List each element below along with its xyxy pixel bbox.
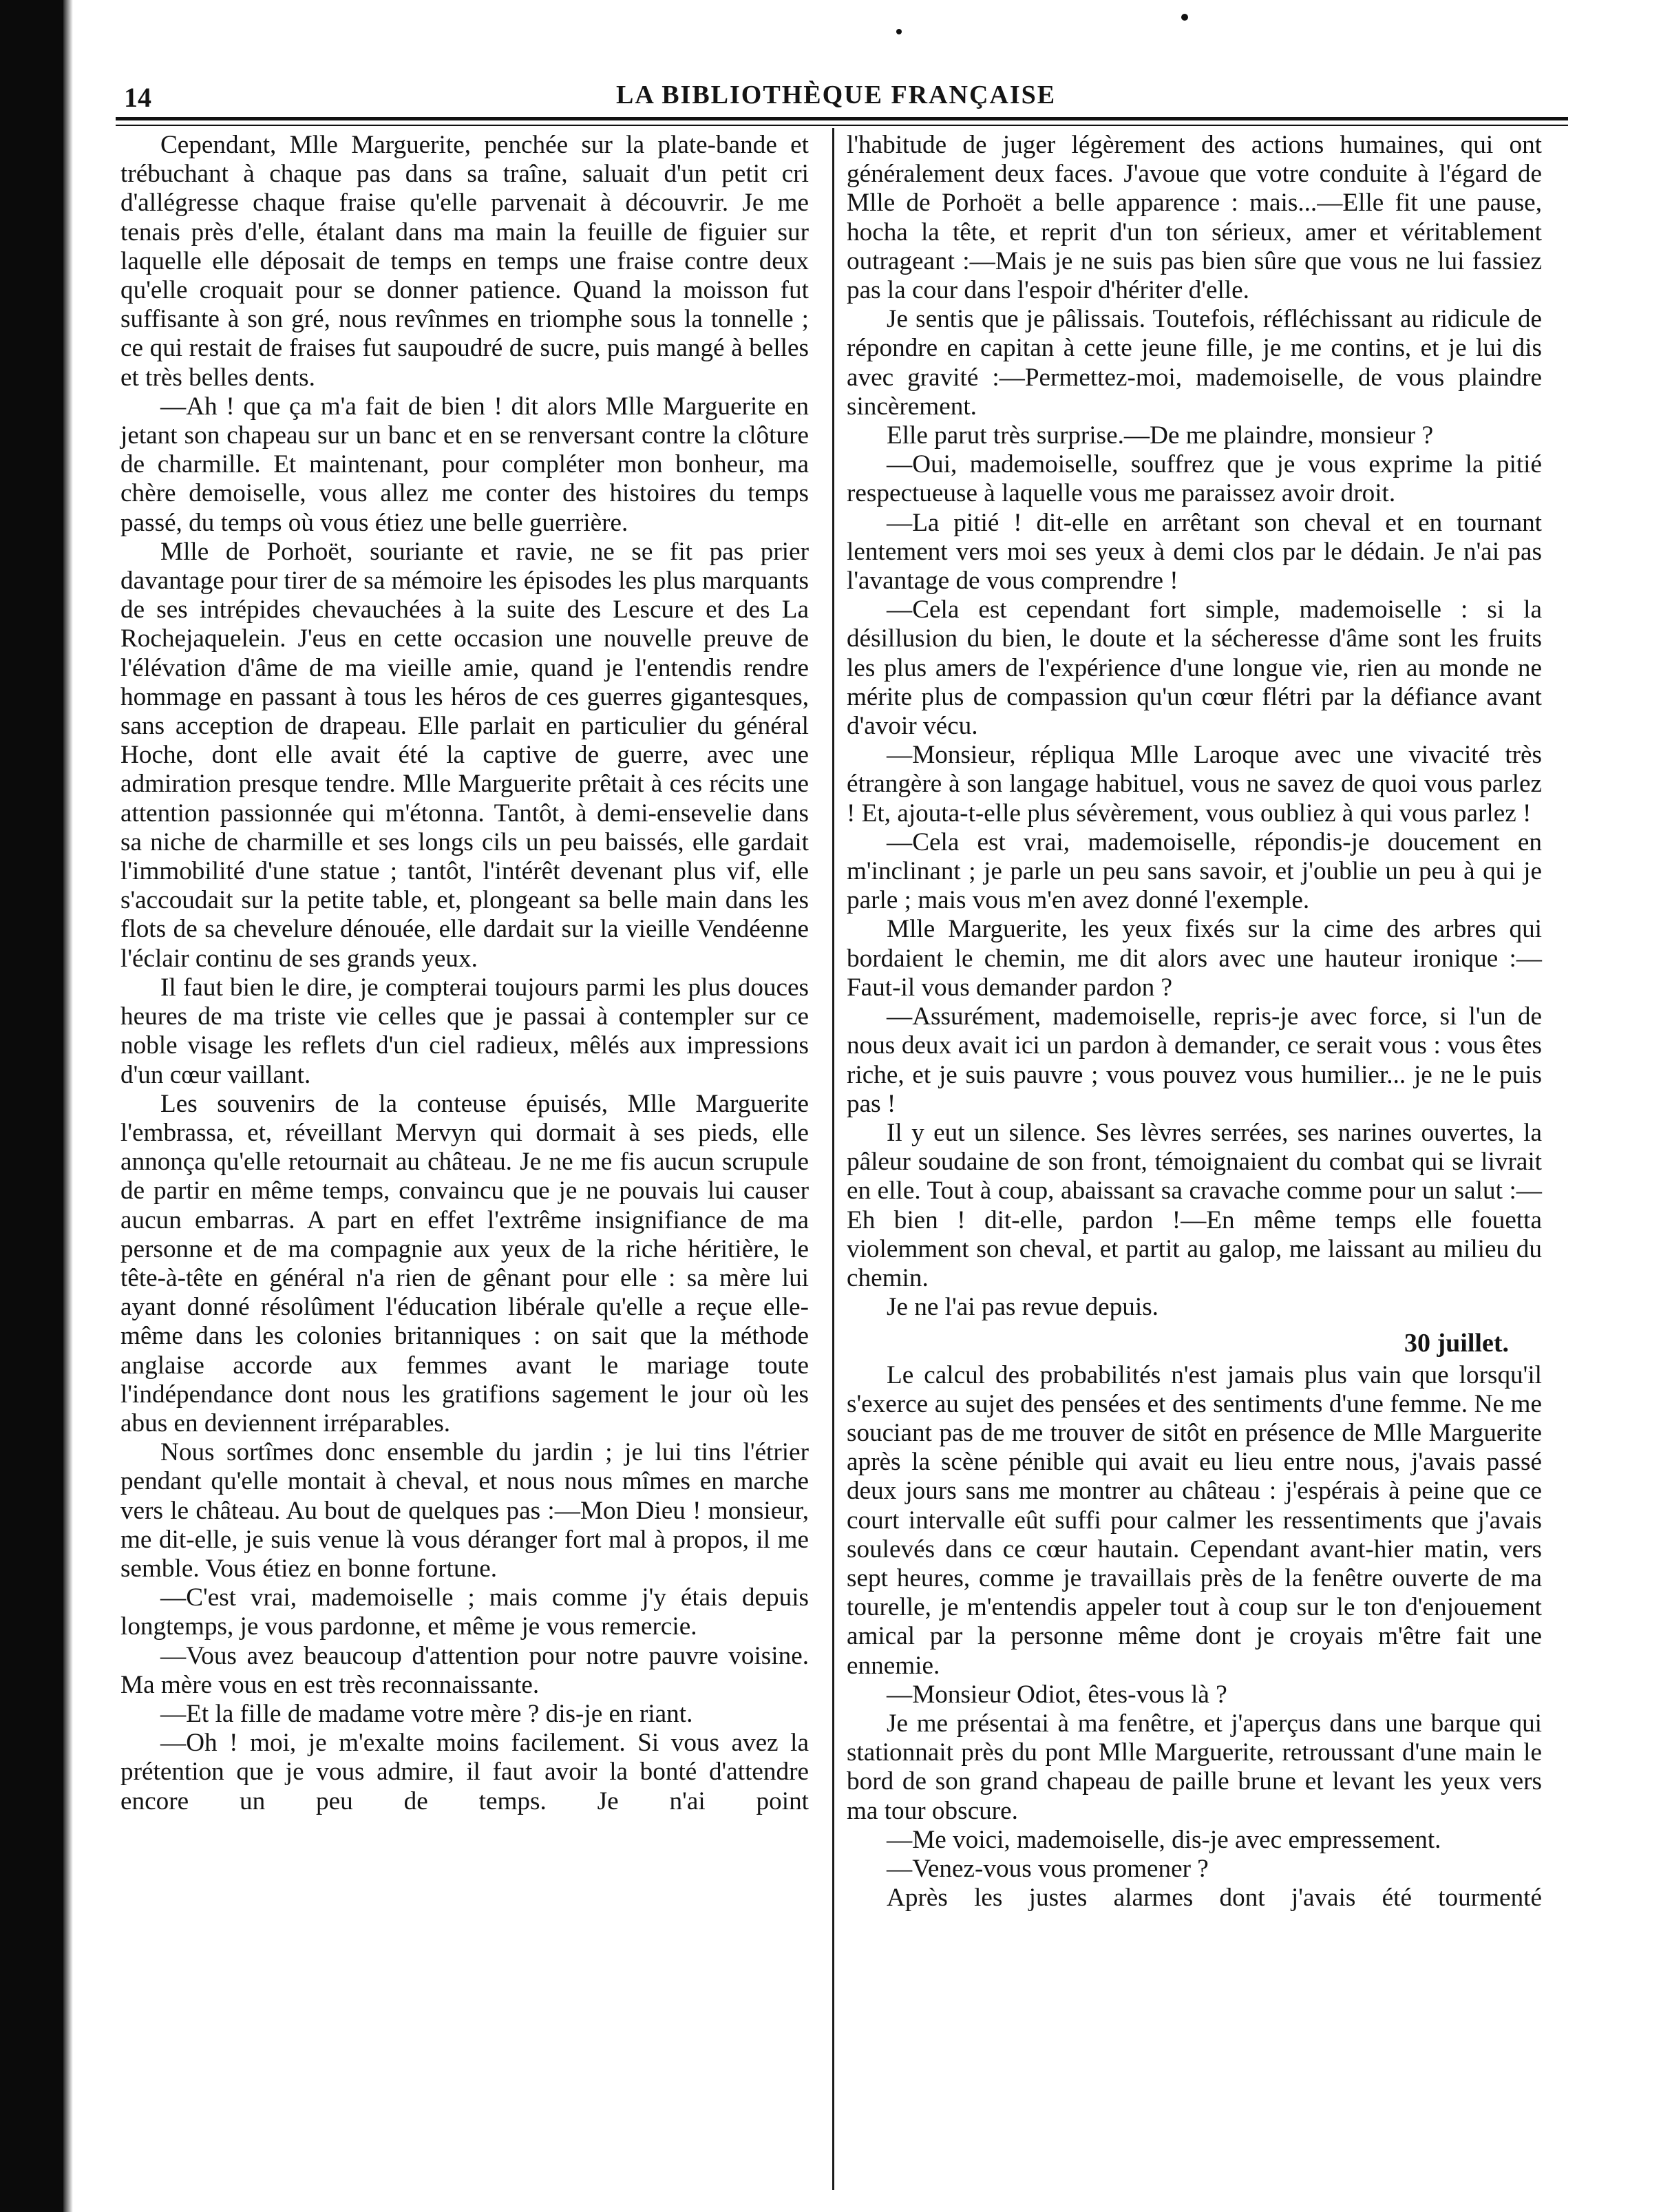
paragraph: —Et la fille de madame votre mère ? dis-je en riant. xyxy=(160,1699,693,1728)
header-rule-thick xyxy=(116,117,1568,120)
paragraph: Le calcul des probabilités n'est jamais plus vain que lorsqu'il s'exerce au sujet des pensées et des sentiments d'une femme. Ne me souciant pas de me trouver de sitôt en présence de Mlle Marguerite après la scène pénible qui avait eu lieu entre nous, j'avais passé deux jours sans me montrer au château : j'espérais à peine que ce court intervalle eût suffi pour calmer les ressentiments que j'avais soulevés dans ce cœur hautain. Cependant avant-hier matin, vers sept heures, comme je travaillais près de la fenêtre ouverte de ma tourelle, je m'entendis appeler tout à coup sur le ton d'enjouement amical par la personne même dont je croyais m'être fait une ennemie. xyxy=(847,1360,1542,1680)
paragraph: —Vous avez beaucoup d'attention pour notre pauvre voisine. Ma mère vous en est très reconnaissante. xyxy=(120,1641,809,1699)
print-speck xyxy=(1181,14,1188,21)
running-title: LA BIBLIOTHÈQUE FRANÇAISE xyxy=(616,81,1057,109)
paragraph: —Ah ! que ça m'a fait de bien ! dit alors Mlle Marguerite en jetant son chapeau sur un banc et en se renversant contre la clôture de charmille. Et maintenant, pour compléter mon bonheur, ma chère demoiselle, vous allez me conter des histoires du temps passé, du temps où vous étiez une belle guerrière. xyxy=(120,392,809,537)
dateline: 30 juillet. xyxy=(1404,1329,1509,1358)
paragraph: Je ne l'ai pas revue depuis. xyxy=(887,1293,1159,1322)
paragraph: —Assurément, mademoiselle, repris-je avec force, si l'un de nous deux avait ici un pardon à demander, ce serait vous : vous êtes riche, et je suis pauvre ; vous pouvez vous humilier... je ne le puis pas ! xyxy=(847,1002,1542,1118)
paragraph: Nous sortîmes donc ensemble du jardin ; je lui tins l'étrier pendant qu'elle montait à cheval, et nous nous mîmes en marche vers le château. Au bout de quelques pas :—Mon Dieu ! monsieur, me dit-elle, je suis venue là vous déranger fort mal à propos, il me semble. Vous étiez en bonne fortune. xyxy=(120,1438,809,1583)
paragraph: Il faut bien le dire, je compterai toujours parmi les plus douces heures de ma triste vie celles que je passai à contempler sur ce noble visage les reflets d'un ciel radieux, mêlés aux impressions d'un cœur vaillant. xyxy=(120,973,809,1089)
paragraph: Elle parut très surprise.—De me plaindre, monsieur ? xyxy=(887,421,1434,450)
paragraph: —Me voici, mademoiselle, dis-je avec empressement. xyxy=(887,1825,1441,1854)
paragraph: —Venez-vous vous promener ? xyxy=(887,1854,1209,1883)
paragraph: —Monsieur, répliqua Mlle Laroque avec une vivacité très étrangère à son langage habituel, vous ne savez de quoi vous parlez ! Et, ajouta-t-elle plus sévèrement, vous oubliez à qui vous parlez ! xyxy=(847,741,1542,828)
paragraph: Je sentis que je pâlissais. Toutefois, réfléchissant au ridicule de répondre en capitan à cette jeune fille, je me contins, et je lui dis avec gravité :—Permettez-moi, mademoiselle, de vous plaindre sincèrement. xyxy=(847,305,1542,421)
paragraph: Cependant, Mlle Marguerite, penchée sur la plate-bande et trébuchant à chaque pas dans sa traîne, saluait d'un petit cri d'allégresse chaque fraise qu'elle parvenait à découvrir. Je me tenais près d'elle, étalant dans ma main la feuille de figuier sur laquelle elle déposait de temps en temps une fraise contre deux qu'elle croquait pour se donner patience. Quand la moisson fut suffisante à son gré, nous revînmes en triomphe sous la tonnelle ; ce qui restait de fraises fut saupoudré de sucre, puis mangé à belles et très belles dents. xyxy=(120,131,809,392)
paragraph: —Oui, mademoiselle, souffrez que je vous exprime la pitié respectueuse à laquelle vous me paraissez avoir droit. xyxy=(847,450,1542,508)
scanned-page-edge xyxy=(0,0,63,2212)
paragraph: —La pitié ! dit-elle en arrêtant son cheval et en tournant lentement vers moi ses yeux à demi clos par le dédain. Je n'ai pas l'avantage de vous comprendre ! xyxy=(847,508,1542,596)
paragraph: Il y eut un silence. Ses lèvres serrées, ses narines ouvertes, la pâleur soudaine de son front, témoignaient du combat qui se livrait en elle. Tout à coup, abaissant sa cravache comme pour un salut :—Eh bien ! dit-elle, pardon !—En même temps elle fouetta violemment son cheval, et partit au galop, me laissant au milieu du chemin. xyxy=(847,1118,1542,1292)
paragraph: Mlle Marguerite, les yeux fixés sur la cime des arbres qui bordaient le chemin, me dit alors avec une hauteur ironique :—Faut-il vous demander pardon ? xyxy=(847,915,1542,1002)
header-rule-thin xyxy=(116,125,1568,126)
paragraph: —Oh ! moi, je m'exalte moins facilement. Si vous avez la prétention que je vous admire, il faut avoir la bonté d'attendre encore un peu de temps. Je n'ai point xyxy=(120,1729,809,1815)
paragraph: —C'est vrai, mademoiselle ; mais comme j'y étais depuis longtemps, je vous pardonne, et même je vous remercie. xyxy=(120,1583,809,1641)
paragraph: —Cela est vrai, mademoiselle, répondis-je doucement en m'inclinant ; je parle un peu sans savoir, et j'oublie un peu à qui je parle ; mais vous m'en avez donné l'exemple. xyxy=(847,828,1542,915)
paragraph: Après les justes alarmes dont j'avais été tourmenté xyxy=(887,1884,1542,1913)
print-speck xyxy=(896,29,902,34)
left-column xyxy=(120,131,809,1816)
right-column xyxy=(847,131,1542,1913)
page-number: 14 xyxy=(124,82,151,113)
paragraph: Les souvenirs de la conteuse épuisés, Mlle Marguerite l'embrassa, et, réveillant Mervyn qui dormait à ses pieds, elle annonça qu'elle retournait au château. Je ne me fis aucun scrupule de partir en même temps, convaincu que je ne pouvais lui causer aucun embarras. A part en effet l'extrême insignifiance de ma personne et de ma compagnie aux yeux de la riche héritière, le tête-à-tête en général n'a rien de gênant pour elle : sa mère lui ayant donné résolûment l'éducation libérale qu'elle a reçue elle-même dans les colonies britanniques : on sait que la méthode anglaise accorde aux femmes avant le mariage toute l'indépendance dont nous les gratifions sagement le jour où les abus en deviennent irréparables. xyxy=(120,1089,809,1437)
paragraph: l'habitude de juger légèrement des actions humaines, qui ont généralement deux faces. J'avoue que votre conduite à l'égard de Mlle de Porhoët a belle apparence : mais...—Elle fit une pause, hocha la tête, et reprit d'un ton sérieux, amer et véritablement outrageant :—Mais je ne suis pas bien sûre que vous ne lui fassiez pas la cour dans l'espoir d'hériter d'elle. xyxy=(847,131,1542,305)
paragraph: Je me présentai à ma fenêtre, et j'aperçus dans une barque qui stationnait près du pont Mlle Marguerite, retroussant d'une main le bord de son grand chapeau de paille brune et levant les yeux vers ma tour obscure. xyxy=(847,1709,1542,1825)
paragraph: Mlle de Porhoët, souriante et ravie, ne se fit pas prier davantage pour tirer de sa mémoire les épisodes les plus marquants de ses intrépides chevauchées à la suite des Lescure et des La Rochejaquelein. J'eus en cette occasion une nouvelle preuve de l'élévation d'âme de ma vieille amie, quand je l'entendis rendre hommage en passant à tous les héros de ces guerres gigantesques, sans acception de drapeau. Elle parlait en particulier du général Hoche, dont elle avait été la captive de guerre, avec une admiration presque tendre. Mlle Marguerite prêtait à ces récits une attention passionnée qui m'étonna. Tantôt, à demi-ensevelie dans sa niche de charmille et ses longs cils un peu baissés, elle gardait l'immobilité d'une statue ; tantôt, l'intérêt devenant plus vif, elle s'accoudait sur la petite table, et, plongeant sa belle main dans les flots de sa chevelure dénouée, elle dardait sur la vieille Vendéenne l'éclair continu de ses grands yeux. xyxy=(120,537,809,973)
paragraph: —Monsieur Odiot, êtes-vous là ? xyxy=(887,1680,1227,1709)
column-divider xyxy=(832,128,834,2190)
paragraph: —Cela est cependant fort simple, mademoiselle : si la désillusion du bien, le doute et la sécheresse d'âme sont les fruits les plus amers de l'expérience d'une longue vie, rien au monde ne mérite plus de compassion qu'un cœur flétri par la défiance avant d'avoir vécu. xyxy=(847,596,1542,741)
